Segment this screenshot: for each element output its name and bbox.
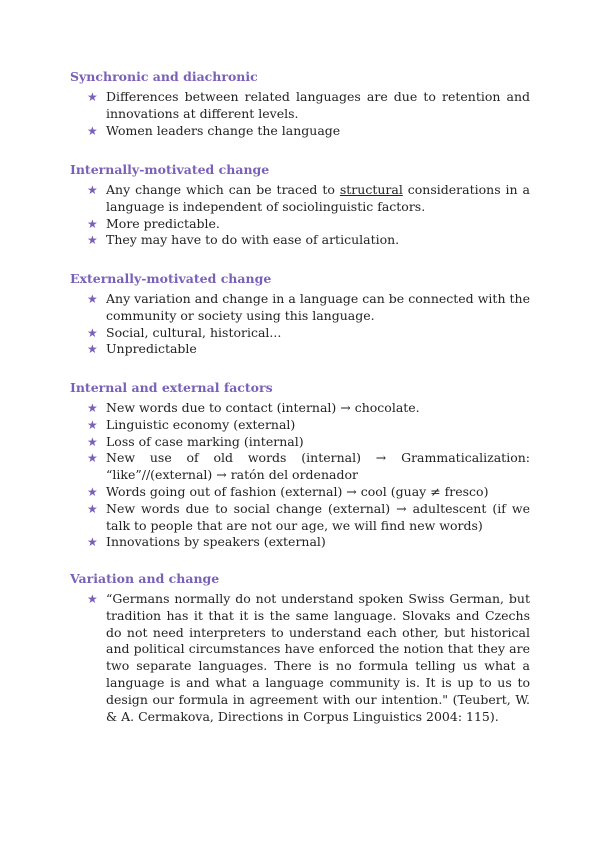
- list-item: ★ Linguistic economy (external): [87, 416, 296, 432]
- section-synchronic-diachronic: [70, 69, 530, 139]
- list-item: ★ They may have to do with ease of articulation.: [87, 232, 400, 248]
- section-heading: Internally-motivated change: [70, 162, 270, 177]
- section-heading: Externally-motivated change: [70, 271, 272, 286]
- list-item: ★ Social, cultural, historical...: [87, 324, 282, 340]
- bullet-list: [70, 400, 530, 551]
- list-item: ★ New use of old words (internal) → Grammaticalization: “like”//(external) → ratón del ordenador: [87, 450, 530, 483]
- list-item: ★ New words due to social change (external) → adultescent (if we talk to people that are not our age, we will find new words): [87, 500, 530, 533]
- star-icon: ★: [87, 451, 98, 466]
- star-icon: ★: [87, 216, 98, 231]
- section-variation-change: [70, 571, 530, 725]
- star-icon: ★: [87, 535, 98, 550]
- list-item: ★ Any change which can be traced to structural considerations in a language is independent of sociolinguistic factors.: [87, 182, 531, 214]
- star-icon: ★: [87, 123, 98, 138]
- list-item: ★ New words due to contact (internal) → chocolate.: [87, 400, 420, 415]
- list-item: ★ “Germans normally do not understand spoken Swiss German, but tradition has it that it is the same language. Slovaks and Czechs do not need interpreters to understand each other, but historical and political circumstances have enforced the notion that they are two separate languages. There is no formula telling us what a language is and what a language community is. It is up to us to design our formula in agreement with our intention." (Teubert, W. & A. Cermakova, Directions in Corpus Linguistics 2004: 115).: [87, 591, 530, 724]
- list-item: ★ Loss of case marking (internal): [87, 433, 304, 449]
- list-item: ★ Any variation and change in a language can be connected with the community or society using this language.: [87, 291, 530, 323]
- section-externally-motivated: [70, 271, 530, 358]
- star-icon: ★: [87, 434, 98, 449]
- section-heading: Synchronic and diachronic: [70, 69, 258, 84]
- star-icon: ★: [87, 484, 98, 499]
- star-icon: ★: [87, 90, 98, 104]
- list-item: ★ Women leaders change the language: [87, 122, 341, 138]
- list-item: ★ Words going out of fashion (external) → cool (guay ≠ fresco): [87, 483, 489, 499]
- bullet-list: [70, 182, 530, 249]
- star-icon: ★: [87, 501, 98, 516]
- list-item: ★ Unpredictable: [87, 341, 197, 357]
- list-item: ★ Innovations by speakers (external): [87, 534, 326, 550]
- star-icon: ★: [87, 401, 98, 415]
- section-internally-motivated: [70, 162, 530, 249]
- bullet-list: [70, 591, 530, 725]
- star-icon: ★: [87, 592, 98, 606]
- section-internal-external-factors: [70, 380, 530, 551]
- section-heading: Internal and external factors: [70, 380, 273, 395]
- star-icon: ★: [87, 325, 98, 340]
- star-icon: ★: [87, 183, 98, 197]
- section-heading: Variation and change: [70, 571, 220, 586]
- list-item: ★ More predictable.: [87, 215, 220, 231]
- bullet-list: [70, 291, 530, 358]
- bullet-list: [70, 89, 530, 139]
- star-icon: ★: [87, 292, 98, 306]
- star-icon: ★: [87, 233, 98, 248]
- star-icon: ★: [87, 342, 98, 357]
- list-item: ★ Differences between related languages are due to retention and innovations at different levels.: [87, 89, 530, 121]
- star-icon: ★: [87, 417, 98, 432]
- underlined-term: structural: [339, 182, 403, 197]
